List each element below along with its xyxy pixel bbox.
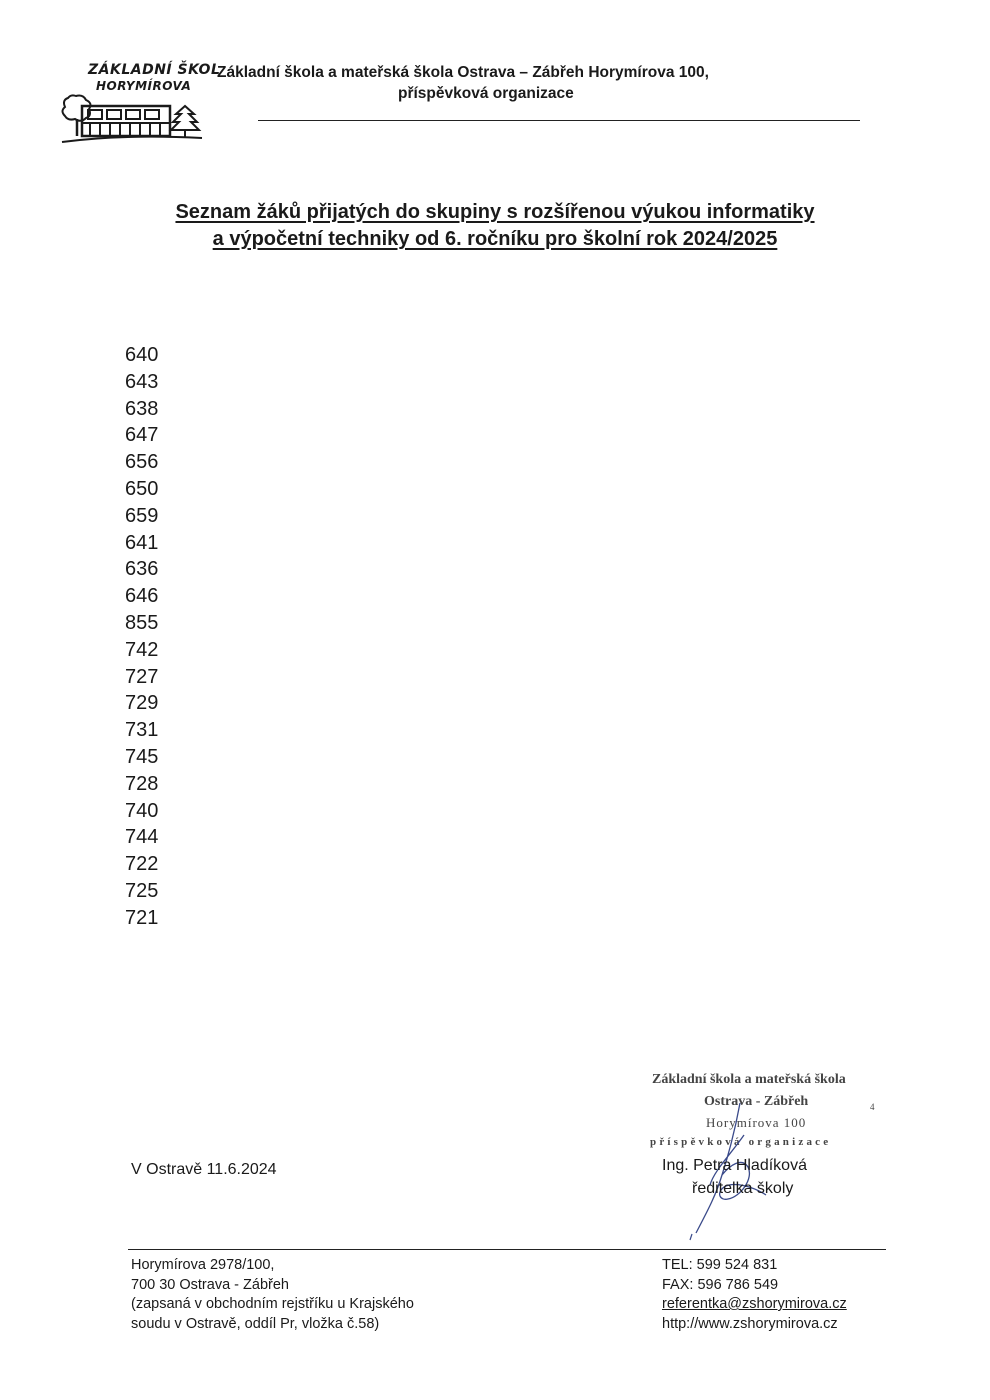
- footer-address-line1: Horymírova 2978/100,: [131, 1257, 275, 1273]
- footer-fax: FAX: 596 786 549: [662, 1276, 779, 1293]
- footer-registry-line2: soudu v Ostravě, oddíl Pr, vložka č.58): [131, 1315, 380, 1332]
- school-name: Základní škola a mateřská škola Ostrava – Zábřeh Horymírova 100,: [217, 64, 709, 81]
- logo-text-line1: ZÁKLADNÍ ŠKOL: [88, 62, 221, 78]
- document-date: V Ostravě 11.6.2024: [131, 1161, 277, 1178]
- document-title-line2: a výpočetní techniky od 6. ročníku pro školní rok 2024/2025: [212, 228, 778, 250]
- stamp-line1: Základní škola a mateřská škola: [652, 1072, 846, 1087]
- student-number: 646: [125, 585, 159, 608]
- student-number: 641: [125, 531, 159, 554]
- student-number: 745: [125, 745, 159, 768]
- student-number: 721: [125, 906, 159, 929]
- stamp-mark: 4: [870, 1102, 875, 1112]
- footer-website-link[interactable]: http://www.zshorymirova.cz: [662, 1315, 838, 1332]
- student-number-list: [125, 342, 158, 932]
- student-number: 636: [125, 558, 159, 581]
- logo-text-line2: HORYMÍROVA: [96, 79, 192, 93]
- student-number: 740: [125, 799, 159, 822]
- student-number: 731: [125, 719, 159, 742]
- footer-registry-line1: (zapsaná v obchodním rejstříku u Krajského: [131, 1296, 414, 1312]
- student-number: 656: [125, 451, 159, 474]
- student-number: 727: [125, 665, 159, 688]
- student-number: 640: [125, 344, 159, 366]
- school-logo: [60, 62, 221, 154]
- footer-address-line2: 700 30 Ostrava - Zábřeh: [131, 1276, 289, 1293]
- school-building-icon: [60, 76, 210, 156]
- student-number: 650: [125, 477, 159, 500]
- student-number: 744: [125, 826, 159, 849]
- student-number: 855: [125, 611, 159, 634]
- document-title-line1: Seznam žáků přijatých do skupiny s rozšířenou výukou informatiky: [175, 201, 815, 223]
- student-number: 729: [125, 692, 159, 715]
- footer-address-block: [131, 1256, 414, 1334]
- signatory-name: Ing. Petra Hladíková: [662, 1157, 807, 1174]
- footer-email-link[interactable]: referentka@zshorymirova.cz: [662, 1296, 847, 1312]
- student-number: 742: [125, 638, 159, 661]
- student-number: 643: [125, 370, 159, 393]
- student-number: 647: [125, 424, 159, 447]
- stamp-line2: Ostrava - Zábřeh: [704, 1094, 809, 1109]
- footer-phone: TEL: 599 524 831: [662, 1257, 778, 1273]
- student-number: 728: [125, 772, 159, 795]
- header-divider: [258, 120, 860, 121]
- signatory-role: ředitelka školy: [692, 1180, 794, 1197]
- student-number: 659: [125, 504, 159, 527]
- student-number: 638: [125, 397, 159, 420]
- stamp-line4: příspěvková organizace: [650, 1136, 832, 1148]
- footer-divider: [128, 1249, 886, 1250]
- stamp-line3: Horymírova 100: [706, 1115, 807, 1130]
- school-organization-type: příspěvková organizace: [398, 85, 574, 102]
- student-number: 725: [125, 879, 159, 902]
- student-number: 722: [125, 853, 159, 876]
- footer-contact-block: [662, 1256, 847, 1334]
